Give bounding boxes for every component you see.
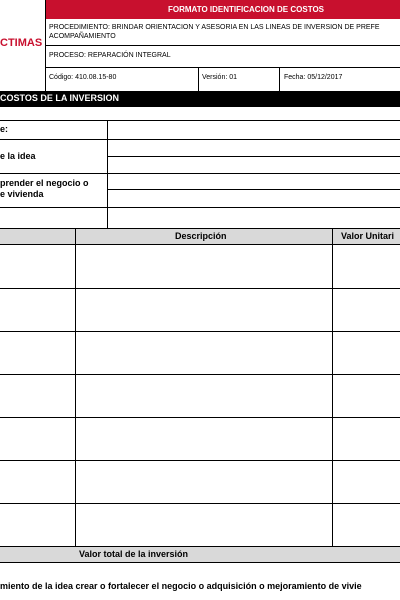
col-unit-value: Valor Unitari: [341, 231, 395, 241]
date-text: Fecha: 05/12/2017: [284, 74, 343, 81]
code-text: Código: 410.08.15-80: [49, 74, 117, 81]
table-row: [0, 460, 400, 461]
header-divider: [198, 67, 199, 91]
form-line: [108, 189, 400, 190]
procedure-text: PROCEDIMIENTO: BRINDAR ORIENTACION Y ASESORIA EN LAS LINEAS DE INVERSION DE PREFE: [49, 24, 380, 31]
logo-text: CTIMAS: [0, 37, 43, 49]
table-row: [0, 374, 400, 375]
process-text: PROCESO: REPARACIÓN INTEGRAL: [49, 52, 171, 59]
total-row: [0, 547, 400, 562]
form-label-3-continued: e vivienda: [0, 189, 44, 199]
form-label-3: prender el negocio o: [0, 178, 89, 188]
table-row: [0, 331, 400, 332]
table-row: [0, 288, 400, 289]
procedure-text-continued: ACOMPAÑAMIENTO: [49, 33, 116, 40]
table-line: [0, 562, 400, 563]
header-divider: [45, 45, 400, 46]
footer-note: miento de la idea crear o fortalecer el negocio o adquisición o mejoramiento de vivie: [0, 581, 362, 591]
table-row: [0, 417, 400, 418]
col-description: Descripción: [175, 231, 227, 241]
table-line: [332, 229, 333, 546]
header-divider: [279, 67, 280, 91]
form-label-2: e la idea: [0, 151, 36, 161]
table-line: [75, 229, 76, 546]
form-line: [0, 207, 400, 208]
section-title: COSTOS DE LA INVERSION: [0, 93, 120, 103]
form-line: [107, 120, 108, 228]
form-label-1: e:: [0, 124, 9, 134]
table-line: [0, 244, 400, 245]
version-text: Versión: 01: [202, 74, 238, 81]
format-title: FORMATO IDENTIFICACION DE COSTOS: [168, 5, 325, 14]
form-line: [0, 139, 400, 140]
form-line: [108, 156, 400, 157]
table-row: [0, 503, 400, 504]
form-line: [0, 173, 400, 174]
form-line: [0, 120, 400, 121]
header-divider: [45, 67, 400, 68]
total-label: Valor total de la inversión: [79, 549, 189, 559]
